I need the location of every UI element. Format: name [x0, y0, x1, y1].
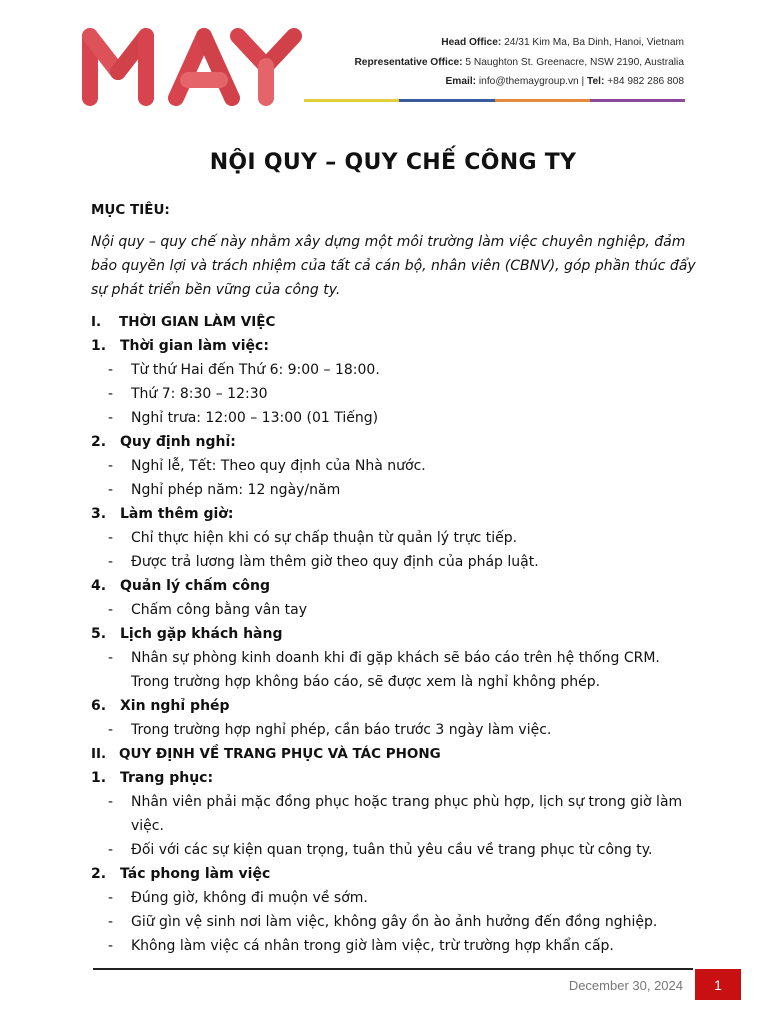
subsection-heading — [91, 694, 701, 718]
list-item — [91, 838, 701, 862]
list-item-text: Nhân sự phòng kinh doanh khi đi gặp khách sẽ báo cáo trên hệ thống CRM. Trong trường hợp không báo cáo, sẽ được xem là nghỉ không phép. — [131, 650, 660, 690]
list-item — [91, 910, 701, 934]
bullet-dash-icon: - — [108, 530, 114, 546]
list-item-text: Đối với các sự kiện quan trọng, tuân thủ yêu cầu về trang phục từ công ty. — [131, 842, 653, 858]
list-item — [91, 382, 701, 406]
subsection-number: 3. — [91, 506, 107, 522]
bullet-dash-icon: - — [108, 362, 114, 378]
head-office-line — [284, 33, 684, 53]
list-item-text: Nhân viên phải mặc đồng phục hoặc trang phục phù hợp, lịch sự trong giờ làm việc. — [131, 794, 683, 834]
list-item — [91, 358, 701, 382]
list-item-text: Được trả lương làm thêm giờ theo quy định của pháp luật. — [131, 554, 539, 570]
tel-label: Tel: — [587, 76, 605, 87]
section-title: QUY ĐỊNH VỀ TRANG PHỤC VÀ TÁC PHONG — [119, 746, 441, 762]
subsection-heading — [91, 574, 701, 598]
subsection-title: Trang phục: — [120, 770, 214, 786]
list-item — [91, 718, 701, 742]
list-item — [91, 886, 701, 910]
subsection-title: Lịch gặp khách hàng — [120, 626, 283, 642]
sections-container — [91, 310, 701, 958]
page-number-badge — [695, 969, 741, 1000]
tel-value[interactable]: +84 982 286 808 — [604, 76, 684, 87]
section-title: THỜI GIAN LÀM VIỆC — [119, 314, 276, 330]
subsection-number: 6. — [91, 698, 107, 714]
list-item — [91, 406, 701, 430]
list-item-text: Thứ 7: 8:30 – 12:30 — [131, 386, 268, 402]
subsection-title: Quản lý chấm công — [120, 578, 271, 594]
objective-label: MỤC TIÊU: — [91, 202, 170, 218]
footer-divider — [93, 968, 693, 970]
bullet-dash-icon: - — [108, 554, 114, 570]
bullet-dash-icon: - — [108, 938, 114, 954]
bullet-dash-icon: - — [108, 410, 114, 426]
list-item — [91, 790, 701, 838]
bullet-dash-icon: - — [108, 458, 114, 474]
contact-line — [284, 72, 684, 92]
subsection-number: 2. — [91, 434, 107, 450]
subsection-heading — [91, 766, 701, 790]
company-logo — [80, 26, 302, 106]
section-number: I. — [91, 314, 102, 330]
subsection-heading — [91, 502, 701, 526]
bullet-dash-icon: - — [108, 602, 114, 618]
list-item-text: Đúng giờ, không đi muộn về sớm. — [131, 890, 368, 906]
list-item — [91, 598, 701, 622]
list-item — [91, 478, 701, 502]
subsection-number: 5. — [91, 626, 107, 642]
bullet-dash-icon: - — [108, 386, 114, 402]
subsection-number: 1. — [91, 770, 107, 786]
subsection-number: 1. — [91, 338, 107, 354]
list-item — [91, 934, 701, 958]
list-item — [91, 550, 701, 574]
subsection-heading — [91, 430, 701, 454]
document-body — [91, 198, 701, 958]
subsection-heading — [91, 334, 701, 358]
bullet-dash-icon: - — [108, 794, 114, 810]
footer-date: December 30, 2024 — [568, 978, 683, 993]
bullet-dash-icon: - — [108, 650, 114, 666]
rep-office-label: Representative Office: — [354, 56, 463, 68]
email-value[interactable]: info@themaygroup.vn | — [476, 76, 588, 87]
list-item-text: Từ thứ Hai đến Thứ 6: 9:00 – 18:00. — [131, 362, 380, 378]
color-bar-segment — [399, 99, 494, 102]
subsection-heading — [91, 862, 701, 886]
rep-office-line — [284, 53, 684, 73]
list-item — [91, 454, 701, 478]
list-item-text: Không làm việc cá nhân trong giờ làm việc, trừ trường hợp khẩn cấp. — [131, 938, 614, 954]
header-color-bar — [304, 99, 685, 102]
list-item-text: Nghỉ trưa: 12:00 – 13:00 (01 Tiếng) — [131, 410, 379, 426]
color-bar-segment — [495, 99, 590, 102]
list-item-text: Nghỉ lễ, Tết: Theo quy định của Nhà nước. — [131, 458, 426, 474]
may-logo-icon — [80, 26, 302, 106]
subsection-number: 4. — [91, 578, 107, 594]
list-item — [91, 526, 701, 550]
section-heading — [91, 742, 701, 766]
list-item — [91, 646, 701, 694]
subsection-title: Làm thêm giờ: — [120, 506, 234, 522]
bullet-dash-icon: - — [108, 890, 114, 906]
head-office-address: 24/31 Kim Ma, Ba Dinh, Hanoi, Vietnam — [501, 37, 684, 48]
list-item-text: Trong trường hợp nghỉ phép, cần báo trước 3 ngày làm việc. — [131, 722, 552, 738]
rep-office-address: 5 Naughton St. Greenacre, NSW 2190, Australia — [462, 56, 684, 68]
bullet-dash-icon: - — [108, 722, 114, 738]
subsection-title: Quy định nghỉ: — [120, 434, 236, 450]
page-number: 1 — [714, 976, 722, 993]
bullet-dash-icon: - — [108, 482, 114, 498]
header-contact-info — [284, 33, 684, 92]
list-item-text: Chấm công bằng vân tay — [131, 602, 308, 618]
subsection-heading — [91, 622, 701, 646]
section-number: II. — [91, 746, 107, 762]
color-bar-segment — [590, 99, 685, 102]
list-item-text: Giữ gìn vệ sinh nơi làm việc, không gây ồn ào ảnh hưởng đến đồng nghiệp. — [131, 914, 658, 930]
bullet-dash-icon: - — [108, 842, 114, 858]
list-item-text: Chỉ thực hiện khi có sự chấp thuận từ quản lý trực tiếp. — [131, 530, 518, 546]
head-office-label: Head Office: — [441, 37, 502, 48]
section-heading — [91, 310, 701, 334]
bullet-dash-icon: - — [108, 914, 114, 930]
color-bar-segment — [304, 99, 399, 102]
list-item-text: Nghỉ phép năm: 12 ngày/năm — [131, 482, 341, 498]
email-label: Email: — [445, 76, 477, 87]
objective-text: Nội quy – quy chế này nhằm xây dựng một môi trường làm việc chuyên nghiệp, đảm bảo quyền lợi và trách nhiệm của tất cả cán bộ, nhân viên (CBNV), góp phần thúc đẩy sự phát triển bền vững của công ty. — [91, 234, 696, 298]
subsection-number: 2. — [91, 866, 107, 882]
subsection-title: Xin nghỉ phép — [120, 698, 230, 714]
subsection-title: Thời gian làm việc: — [120, 338, 269, 354]
subsection-title: Tác phong làm việc — [120, 866, 271, 882]
document-title: NỘI QUY – QUY CHẾ CÔNG TY — [209, 150, 577, 175]
